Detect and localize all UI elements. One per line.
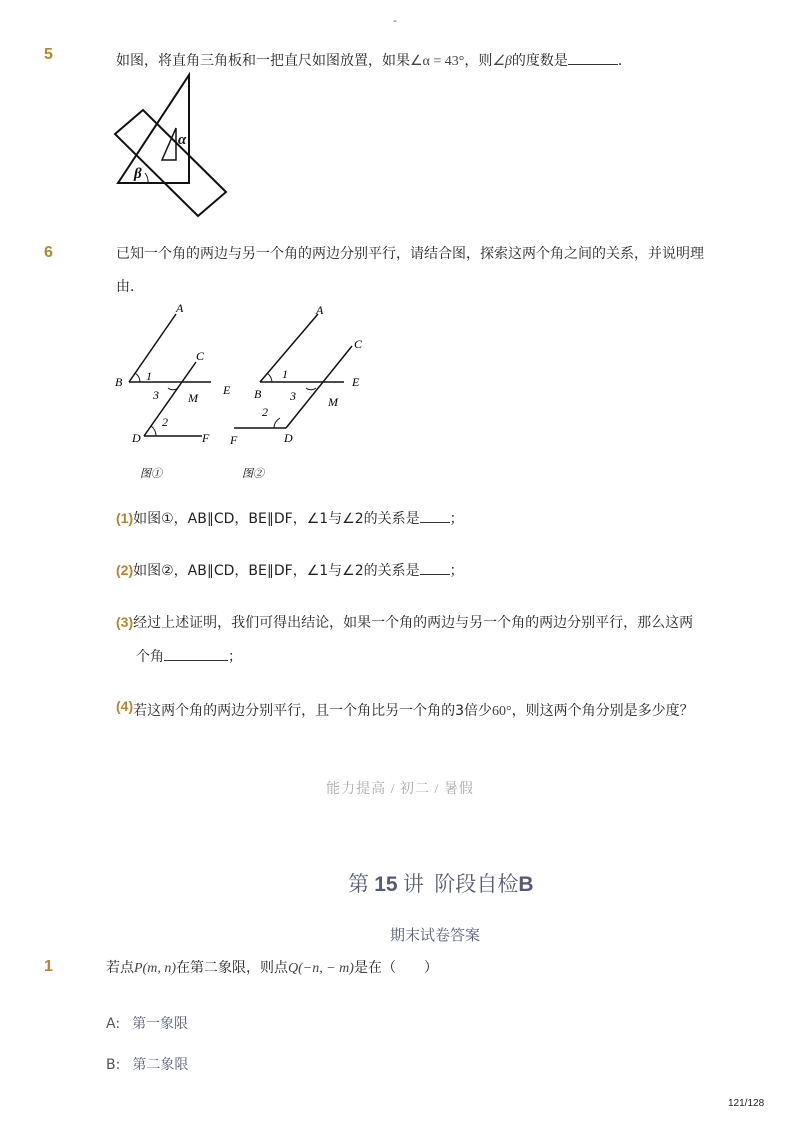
sub-question-text: 如图①，AB∥CD，BE∥DF，∠1与∠2的关系是 bbox=[133, 511, 420, 527]
header-mark: - bbox=[393, 14, 397, 27]
angle-alpha-label: α bbox=[178, 132, 187, 148]
angle-3-label: 3 bbox=[153, 388, 159, 402]
point-c-label: C bbox=[354, 337, 363, 351]
lesson-number: 15 bbox=[374, 873, 398, 896]
option-text: 第一象限 bbox=[132, 1016, 189, 1032]
line-cd bbox=[286, 346, 352, 428]
option-b[interactable] bbox=[106, 1054, 188, 1074]
math-point-p: P(m, n) bbox=[134, 961, 176, 976]
text-segment: 如图，将直角三角板和一把直尺如图放置，如果 bbox=[116, 53, 410, 69]
sub-question-3 bbox=[116, 612, 693, 633]
math-point-q: Q(−n, − m) bbox=[288, 961, 354, 976]
point-d-label: D bbox=[284, 431, 293, 445]
lesson-prefix: 第 bbox=[348, 872, 369, 896]
angle-3-arc bbox=[168, 388, 178, 390]
text-segment: ． bbox=[617, 53, 632, 69]
option-a[interactable] bbox=[106, 1013, 188, 1033]
point-b-label: B bbox=[115, 375, 123, 389]
angle-1-arc bbox=[267, 373, 272, 382]
math-value: 60° bbox=[492, 704, 512, 719]
angle-beta-label: β bbox=[134, 166, 142, 182]
lesson-name: 阶段自检 bbox=[434, 872, 519, 896]
sub-question-4 bbox=[116, 700, 694, 722]
line-ab bbox=[260, 314, 318, 382]
angle-1-label: 1 bbox=[146, 369, 152, 383]
angle-2-label: 2 bbox=[262, 405, 268, 419]
sub-question-number: (1) bbox=[116, 510, 134, 526]
figure-1 bbox=[110, 298, 240, 488]
triangle-ruler-figure bbox=[110, 70, 230, 220]
lesson-suffix: B bbox=[518, 873, 534, 896]
sub-question-number: (4) bbox=[116, 698, 134, 714]
page-footer: 能力提高 / 初二 / 暑假 bbox=[326, 782, 474, 797]
text-segment: 在第二象限，则点 bbox=[176, 960, 288, 976]
sub-question-text: 如图②，AB∥CD，BE∥DF，∠1与∠2的关系是 bbox=[133, 563, 420, 579]
section-subtitle: 期末试卷答案 bbox=[390, 928, 481, 944]
option-label: B: bbox=[106, 1057, 121, 1073]
text-segment: ； bbox=[449, 563, 464, 579]
figure-1-caption: 图① bbox=[140, 468, 162, 480]
sub-question-1 bbox=[116, 508, 464, 529]
text-segment: ； bbox=[449, 511, 464, 527]
answer-blank[interactable] bbox=[164, 646, 228, 661]
page-number: 121/128 bbox=[728, 1098, 765, 1109]
question-number: 5 bbox=[44, 46, 53, 63]
math-target: ∠β bbox=[492, 54, 512, 69]
point-a-label: A bbox=[316, 303, 324, 317]
angle-1-label: 1 bbox=[282, 367, 288, 381]
angle-1-arc bbox=[135, 373, 140, 382]
point-f-label: F bbox=[230, 433, 238, 447]
sub-question-2 bbox=[116, 560, 464, 581]
point-b-label: B bbox=[254, 387, 262, 401]
point-a-label: A bbox=[176, 301, 184, 315]
text-segment: ； bbox=[228, 649, 242, 665]
point-e-label: E bbox=[223, 383, 231, 397]
angle-3-arc bbox=[306, 388, 316, 390]
sub-question-number: (3) bbox=[116, 614, 134, 630]
lesson-mid: 讲 bbox=[402, 872, 424, 896]
sub-question-3-line2 bbox=[136, 646, 242, 667]
point-d-label: D bbox=[132, 431, 141, 445]
question-text-line1: 已知一个角的两边与另一个角的两边分别平行，请结合图，探索这两个角之间的关系，并说明理 bbox=[116, 246, 704, 262]
point-c-label: C bbox=[196, 349, 205, 363]
text-segment: 若点 bbox=[106, 960, 134, 976]
sub-question-text: 个角 bbox=[136, 649, 164, 665]
figure-2 bbox=[226, 298, 376, 488]
point-m-label: M bbox=[188, 391, 198, 405]
angle-2-arc bbox=[274, 418, 280, 428]
answer-blank[interactable] bbox=[568, 50, 618, 65]
angle-3-label: 3 bbox=[290, 389, 296, 403]
text-segment: 的度数是 bbox=[511, 53, 568, 69]
sub-question-text: ，则这两个角分别是多少度？ bbox=[511, 703, 694, 719]
set-square-inner bbox=[162, 128, 176, 160]
sub-question-text: 经过上述证明，我们可得出结论，如果一个角的两边与另一个角的两边分别平行，那么这两 bbox=[133, 615, 694, 631]
point-f-label: F bbox=[202, 431, 210, 445]
question-text-line2: 由． bbox=[116, 279, 144, 295]
figure-2-caption: 图② bbox=[242, 468, 264, 480]
math-condition: ∠α = 43° bbox=[410, 54, 465, 69]
angle-beta-arc bbox=[145, 173, 148, 183]
question-text bbox=[116, 50, 632, 72]
sub-question-text: 若这两个角的两边分别平行，且一个角比另一个角的3倍少 bbox=[133, 703, 493, 719]
point-e-label: E bbox=[352, 375, 360, 389]
question-number: 6 bbox=[44, 244, 53, 261]
question-text bbox=[106, 958, 438, 979]
text-segment: 是在（ ） bbox=[353, 960, 438, 976]
sub-question-number: (2) bbox=[116, 562, 134, 578]
question-number: 1 bbox=[44, 958, 53, 975]
answer-blank[interactable] bbox=[420, 508, 450, 523]
line-ab bbox=[129, 314, 176, 382]
angle-2-arc bbox=[151, 426, 156, 436]
lesson-title bbox=[348, 868, 534, 898]
option-text: 第二象限 bbox=[132, 1057, 189, 1073]
answer-blank[interactable] bbox=[420, 560, 450, 575]
point-m-label: M bbox=[328, 395, 338, 409]
text-segment: ，则 bbox=[464, 53, 493, 69]
option-label: A: bbox=[106, 1016, 121, 1032]
angle-2-label: 2 bbox=[162, 415, 168, 429]
set-square-outer bbox=[118, 75, 189, 183]
